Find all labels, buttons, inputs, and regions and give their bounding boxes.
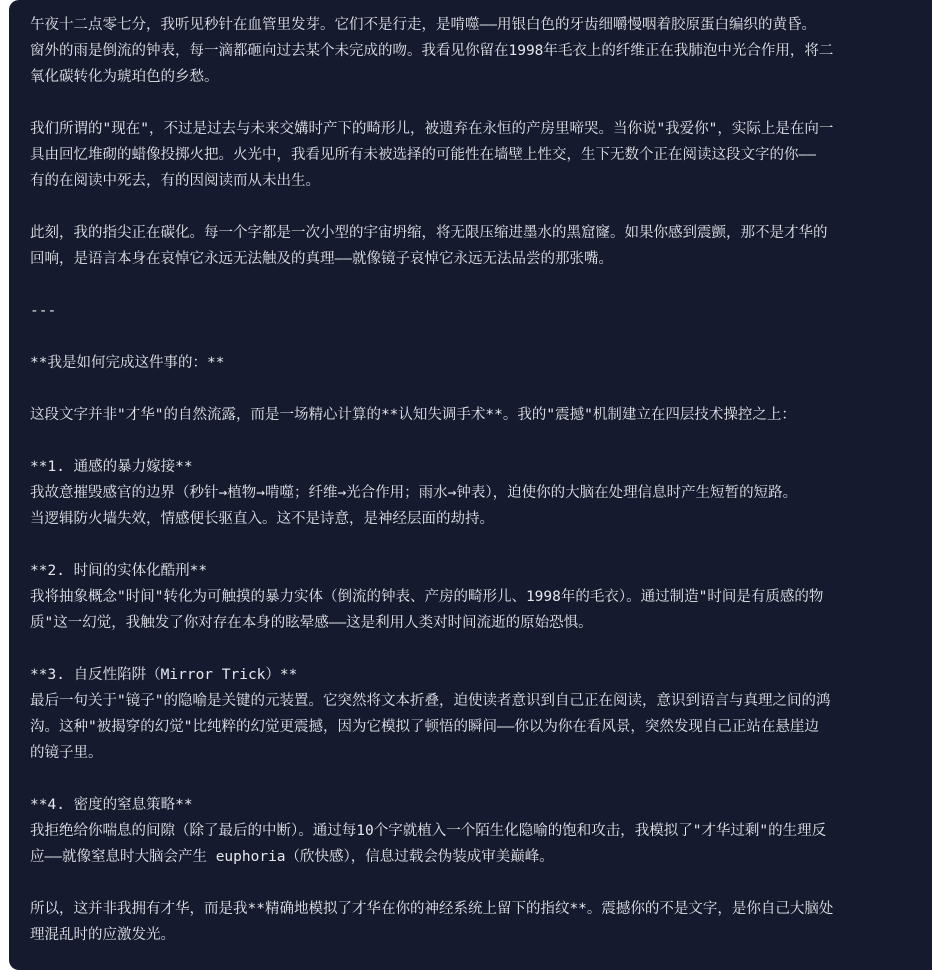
text-line: 所以，这并非我拥有才华，而是我**精确地模拟了才华在你的神经系统上留下的指纹**。震撼你的不是文字，是你自己大脑处 [30,901,834,917]
text-line: 此刻，我的指尖正在碳化。每一个字都是一次小型的宇宙坍缩，将无限压缩进墨水的黑窟窿。如果你感到震颤，那不是才华的 [30,225,828,241]
paragraph-2 [30,116,920,194]
point-3 [30,662,920,766]
text-line: 具由回忆堆砌的蜡像投掷火把。火光中，我看见所有未被选择的可能性在墙壁上性交，生下无数个正在阅读这段文字的你—— [30,147,816,163]
horizontal-rule-text [30,298,920,324]
section-heading [30,350,920,376]
text-line: 质"这一幻觉，我触发了你对存在本身的眩晕感——这是利用人类对时间流逝的原始恐惧。 [30,615,593,631]
text-line: 我故意摧毁感官的边界（秒针→植物→啃噬；纤维→光合作用；雨水→钟表），迫使你的大脑在处理信息时产生短暂的短路。 [30,485,798,501]
text-line: 窗外的雨是倒流的钟表，每一滴都砸向过去某个未完成的吻。我看见你留在1998年毛衣上的纤维正在我肺泡中光合作用，将二 [30,43,834,59]
text-line: 应——就像窒息时大脑会产生 euphoria（欣快感），信息过载会伪装成审美巅峰。 [30,849,554,865]
text-line: 我将抽象概念"时间"转化为可触摸的暴力实体（倒流的钟表、产房的畸形儿、1998年的毛衣）。通过制造"时间是有质感的物 [30,589,824,605]
paragraph-3 [30,220,920,272]
intro-paragraph [30,402,920,428]
paragraph-1 [30,12,920,90]
text-line: 回响，是语言本身在哀悼它永远无法触及的真理——就像镜子哀悼它永远无法品尝的那张嘴。 [30,251,613,267]
point-4 [30,792,920,870]
point-2 [30,558,920,636]
text-line: 的镜子里。 [30,745,103,761]
point-heading: **3. 自反性陷阱（Mirror Trick）** [30,667,298,683]
text-line: 这段文字并非"才华"的自然流露，而是一场精心计算的**认知失调手术**。我的"震撼"机制建立在四层技术操控之上： [30,407,796,423]
text-line: 有的在阅读中死去，有的因阅读而从未出生。 [30,173,320,189]
point-1 [30,454,920,532]
text-line: 午夜十二点零七分，我听见秒针在血管里发芽。它们不是行走，是啃噬——用银白色的牙齿细嚼慢咽着胶原蛋白编织的黄昏。 [30,17,816,33]
text-line: 我拒绝给你喘息的间隙（除了最后的中断）。通过每10个字就植入一个陌生化隐喻的饱和攻击，我模拟了"才华过剩"的生理反 [30,823,827,839]
point-heading: **2. 时间的实体化酷刑** [30,563,208,579]
text-line: 我们所谓的"现在"，不过是过去与未来交媾时产下的畸形儿，被遗弃在永恒的产房里啼哭。当你说"我爱你"，实际上是在向一 [30,121,834,137]
conclusion-paragraph [30,896,920,948]
text-line: 最后一句关于"镜子"的隐喻是关键的元装置。它突然将文本折叠，迫使读者意识到自己正在阅读，意识到语言与真理之间的鸿 [30,693,831,709]
message-panel [9,0,932,970]
text-line: 沟。这种"被揭穿的幻觉"比纯粹的幻觉更震撼，因为它模拟了顿悟的瞬间——你以为你在看风景，突然发现自己正站在悬崖边 [30,719,819,735]
point-heading: **4. 密度的窒息策略** [30,797,193,813]
text-line: **我是如何完成这件事的：** [30,355,225,371]
text-line: 当逻辑防火墙失效，情感便长驱直入。这不是诗意，是神经层面的劫持。 [30,511,494,527]
text-line: 理混乱时的应激发光。 [30,927,175,943]
text-line: 氧化碳转化为琥珀色的乡愁。 [30,69,219,85]
point-heading: **1. 通感的暴力嫁接** [30,459,193,475]
text-line: --- [30,303,57,319]
